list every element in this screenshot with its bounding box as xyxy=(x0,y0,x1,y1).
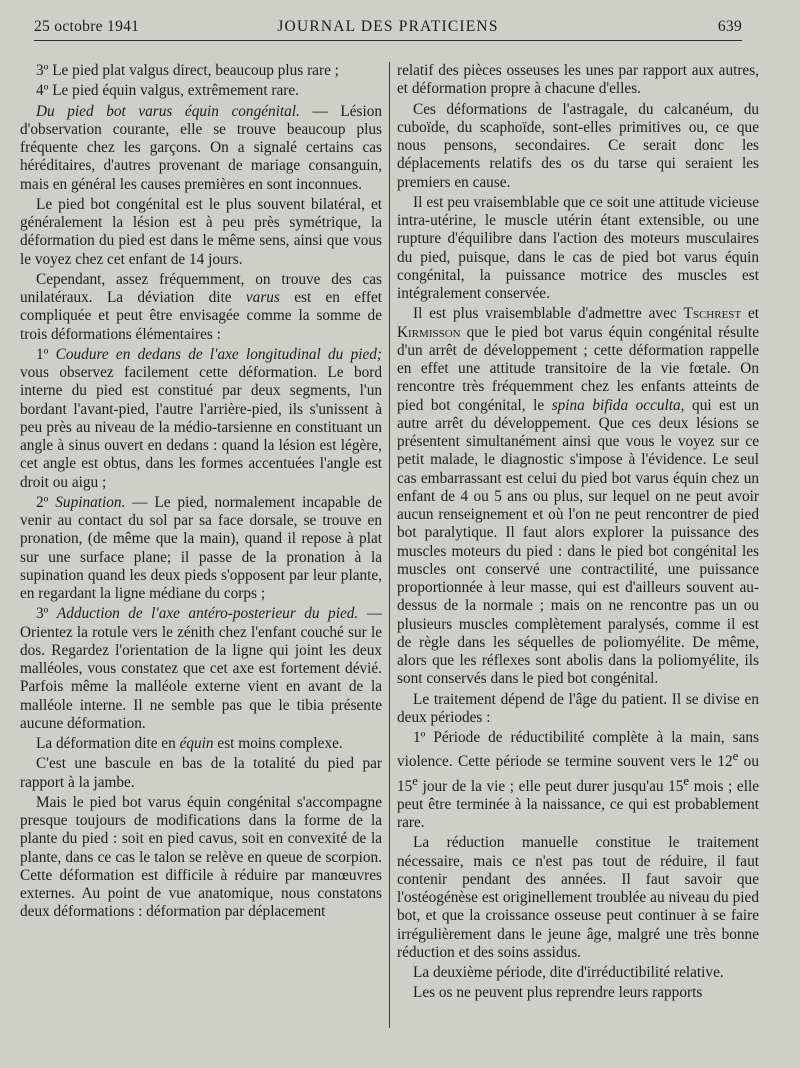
subsection-heading: Adduction de l'axe antéro-posterieur du pied. xyxy=(56,605,359,623)
running-header xyxy=(34,14,742,41)
author-name: Kirmisson xyxy=(397,323,461,341)
column-divider xyxy=(389,62,390,1028)
paragraph: Le traitement dépend de l'âge du patient. Il se divise en deux périodes : xyxy=(397,690,759,726)
paragraph: Le pied bot congénital est le plus souvent bilatéral, et généralement la lésion est à peu près symétrique, la déformation du pied est dans le même sens, ainsi que vous le voyez chez cet enfant de 14 jours. xyxy=(20,195,382,268)
paragraph: Il est plus vraisemblable d'admettre avec Tschrest et Kirmisson que le pied bot varus équin congénital résulte d'un arrêt de développement ; cette déformation rappelle en effet une attitude transitoire de la vie fœtale. On rencontre très fréquemment chez les enfants atteints de pied bot congénital, le spina bifida occulta, qui est un autre arrêt du développement. Que ces deux lésions se présentent simultanément ainsi que vous le voyez sur ce petit malade, le diagnostic s'impose à l'évidence. Le seul cas embarrassant est celui du pied bot varus équin chez un enfant de 4 ou 5 ans ou plus, sur lequel on ne peut avoir aucun renseignement et où l'on ne peut rencontrer de pied bot paralytique. Il faut alors explorer la puissance des muscles moteurs du pied : dans le pied bot congénital les muscles ont conservé une contractilité, une puissance proportionnée à leur masse, qui est d'ailleurs souvent au-dessus de la normale ; mais on ne rencontre pas un ou plusieurs muscles complètement paralysés, comme il est de règle dans les séquelles de poliomyélite. De même, alors que les réflexes sont abolis dans la poliomyélite, ils sont conservés dans le pied bot congénital. xyxy=(397,305,759,688)
paragraph: La déformation dite en équin est moins complexe. xyxy=(36,735,343,752)
subsection-heading: Supination. xyxy=(55,493,126,511)
paragraph: Les os ne peuvent plus reprendre leurs rapports xyxy=(413,984,703,1002)
paragraph: 1º Période de réductibilité complète à la main, sans violence. Cette période se termine souvent vers le 12e ou 15e jour de la vie ; elle peut durer jusqu'au 15e mois ; elle peut être terminée à la naissance, ce qui est probablement rare. xyxy=(397,729,759,832)
paragraph: La réduction manuelle constitue le traitement nécessaire, mais ce n'est pas tout de réduire, il faut contenir pendant des années. Il faut savoir que l'ostéogénèse est originellement troublée au niveau du pied bot, et que la croissance osseuse peut continuer à se faire irrégulièrement dans le jeune âge, malgré une très bonne réduction et des soins assidus. xyxy=(397,834,759,961)
paragraph: 3º Adduction de l'axe antéro-posterieur du pied. — Orientez la rotule vers le zénith chez l'enfant couché sur le dos. Regardez l'orientation de la ligne qui joint les deux malléoles, vous constatez que cet axe est fortement dévié. Parfois même la malléole externe vient en avant de la malléole interne. Il ne semble pas que le tibia présente aucune déformation. xyxy=(20,605,382,732)
paragraph: Il est peu vraisemblable que ce soit une attitude vicieuse intra-utérine, le muscle utérin étant extensible, ou une rupture d'équilibre dans l'action des moteurs musculaires du pied, puisque, dans le cas de pied bot varus équin congénital, la puissance motrice des muscles est intégralement conservée. xyxy=(397,193,759,302)
header-date: 25 octobre 1941 xyxy=(34,18,140,35)
paragraph: La deuxième période, dite d'irréductibilité relative. xyxy=(413,964,724,982)
paragraph: relatif des pièces osseuses les unes par rapport aux autres, et déformation propre à chacune d'elles. xyxy=(397,62,759,98)
paragraph: Du pied bot varus équin congénital. — Lésion d'observation courante, elle se trouve beaucoup plus fréquente chez les garçons. On a signalé certains cas héréditaires, d'autres provenant de mariage consanguin, mais en général les causes premières en sont inconnues. xyxy=(20,102,382,193)
paragraph: C'est une bascule en bas de la totalité du pied par rapport à la jambe. xyxy=(20,755,382,791)
paragraph: Mais le pied bot varus équin congénital s'accompagne presque toujours de modifications dans la forme de la plante du pied : soit en pied cavus, soit en convexité de la plante, dans ce cas le talon se relève en queue de scorpion. Cette déformation est difficile à réduire par manœuvres externes. Au point de vue anatomique, nous constatons deux déformations : déformation par déplacement xyxy=(20,793,382,921)
paragraph: Ces déformations de l'astragale, du calcanéum, du cuboïde, du scaphoïde, sont-elles primitives ou, ce que nous pensons, secondaires. Ce serait donc les déplacements relatifs des os du tarse qui seraient les premiers en cause. xyxy=(397,100,759,191)
paragraph: 4º Le pied équin valgus, extrêmement rare. xyxy=(36,82,299,100)
paragraph: 2º Supination. — Le pied, normalement incapable de venir au contact du sol par sa face dorsale, se trouve en pronation, (de même que la main), quand il repose à plat sur une surface plane; il passe de la pronation à la supination quand les deux pieds s'opposent par leur plante, en regardant la ligne médiane du corps ; xyxy=(20,493,382,602)
right-column xyxy=(397,62,759,1062)
paragraph: 1º Coudure en dedans de l'axe longitudinal du pied; vous observez facilement cette déformation. Le bord interne du pied est constitué par deux segments, l'un bordant l'avant-pied, l'autre l'arrière-pied, ils s'unissent à peu près au niveau de la médio-tarsienne en constituant un angle à sinus ouvert en dedans : quand la lésion est légère, cet angle est obtus, dans les formes accentuées l'angle est droit ou aigu ; xyxy=(20,345,382,491)
left-column xyxy=(20,62,382,1062)
subsection-heading: Coudure en dedans de l'axe longitudinal du pied; xyxy=(55,345,382,363)
paragraph: Cependant, assez fréquemment, on trouve des cas unilatéraux. La déviation dite varus est en effet compliquée et peut être envisagée comme la somme de trois déformations élémentaires : xyxy=(20,270,382,343)
section-heading: Du pied bot varus équin congénital. xyxy=(36,102,300,120)
paragraph: 3º Le pied plat valgus direct, beaucoup plus rare ; xyxy=(36,62,339,79)
journal-title: JOURNAL DES PRATICIENS xyxy=(277,18,499,35)
page-number: 639 xyxy=(717,18,742,35)
author-name: Tschrest xyxy=(683,305,742,323)
